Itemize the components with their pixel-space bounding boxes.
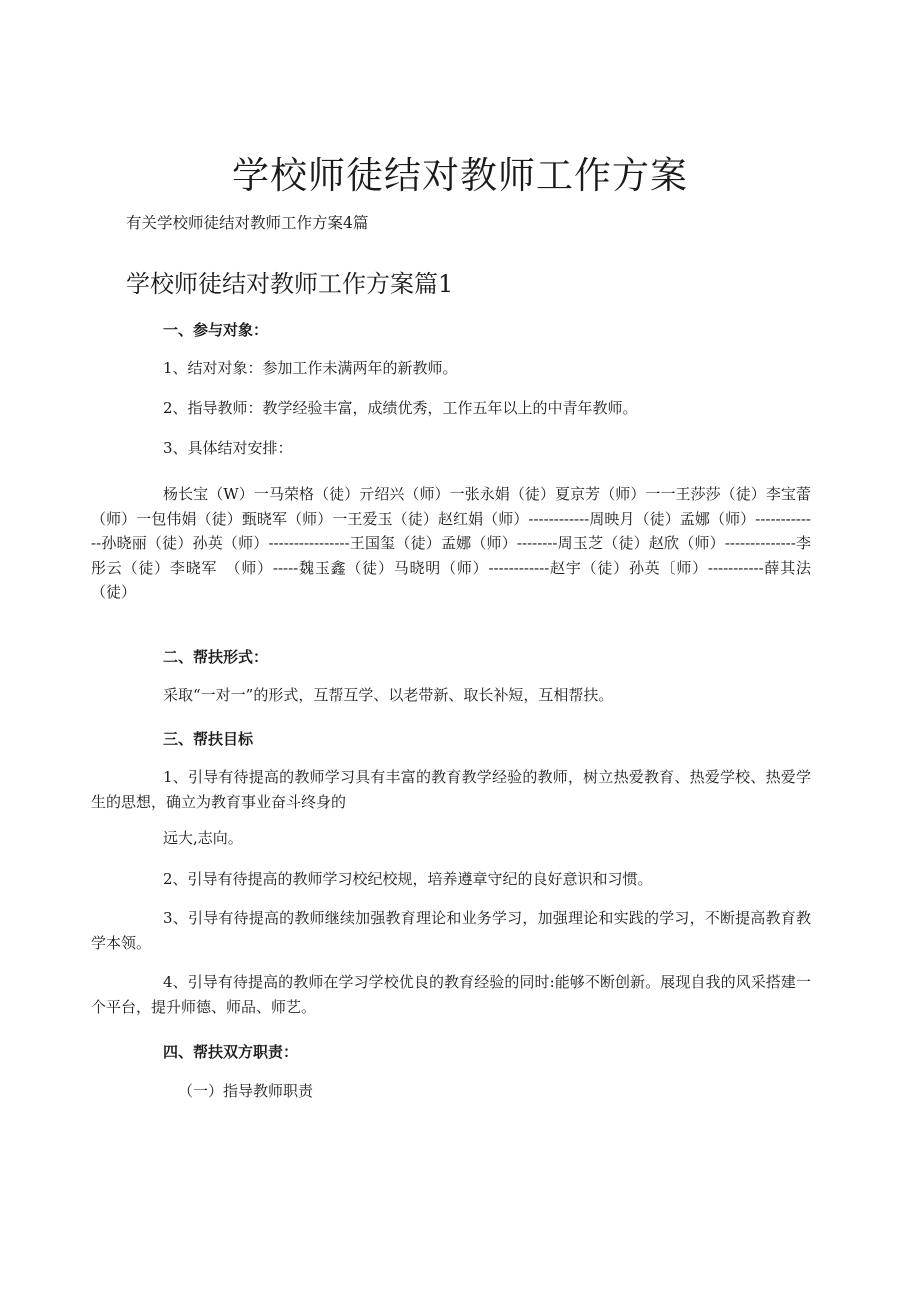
pairing-text: 杨长宝（W）一马荣格（徒）亓绍兴（师）一张永娟（徒）夏京芳（师）一一王莎莎（徒）李宝蕾（师）一包伟娟（徒）甄晓军（师）一王爱玉（徒）赵红娟（师）------------周映月（徒）孟娜（师）-------------孙晓丽（徒）孙英（师）----------------王国玺（徒）孟娜（师）--------周玉芝（徒）赵欣（师）--------------李彤云（徒）李晓军 （师）-----魏玉鑫（徒）马晓明（师）------------赵宇（徒）孙英〔师）-----------薛其法（徒） bbox=[91, 485, 811, 601]
goal-3-text: 3、引导有待提高的教师继续加强教育理论和业务学习，加强理论和实践的学习，不断提高教育教学本领。 bbox=[91, 909, 811, 952]
goal-4 bbox=[91, 970, 811, 1019]
item-mentor: 2、指导教师：教学经验丰富，成绩优秀，工作五年以上的中青年教师。 bbox=[163, 399, 638, 417]
goal-1-text: 1、引导有待提高的教师学习具有丰富的教育教学经验的教师，树立热爱教育、热爱学校、热爱学生的思想，确立为教育事业奋斗终身的 bbox=[91, 768, 811, 811]
document-title: 学校师徒结对教师工作方案 bbox=[232, 154, 688, 197]
mentor-duties-heading: （一）指导教师职责 bbox=[178, 1082, 314, 1100]
support-form-text: 采取“一对一”的形式，互帮互学、以老带新、取长补短，互相帮扶。 bbox=[163, 686, 614, 704]
heading-support-goals: 三、帮扶目标 bbox=[163, 730, 254, 748]
goal-4-text: 4、引导有待提高的教师在学习学校优良的教育经验的同时:能够不断创新。展现自我的风采搭建一个平台，提升师德、师品、师艺。 bbox=[91, 973, 811, 1016]
heading-duties: 四、帮扶双方职责： bbox=[163, 1043, 299, 1061]
goal-1 bbox=[91, 765, 811, 814]
item-pair-target: 1、结对对象：参加工作未满两年的新教师。 bbox=[163, 359, 458, 377]
goal-3 bbox=[91, 906, 811, 955]
section-title: 学校师徒结对教师工作方案篇1 bbox=[126, 270, 454, 298]
heading-support-form: 二、帮扶形式： bbox=[163, 648, 269, 666]
document-subtitle: 有关学校师徒结对教师工作方案4篇 bbox=[126, 214, 369, 232]
pairing-list bbox=[91, 482, 811, 605]
heading-participants: 一、参与对象： bbox=[163, 321, 269, 339]
item-arrangement: 3、具体结对安排： bbox=[163, 439, 293, 457]
goal-1-continued: 远大,志向。 bbox=[163, 829, 243, 847]
goal-2: 2、引导有待提高的教师学习校纪校规，培养遵章守纪的良好意识和习惯。 bbox=[163, 870, 653, 888]
